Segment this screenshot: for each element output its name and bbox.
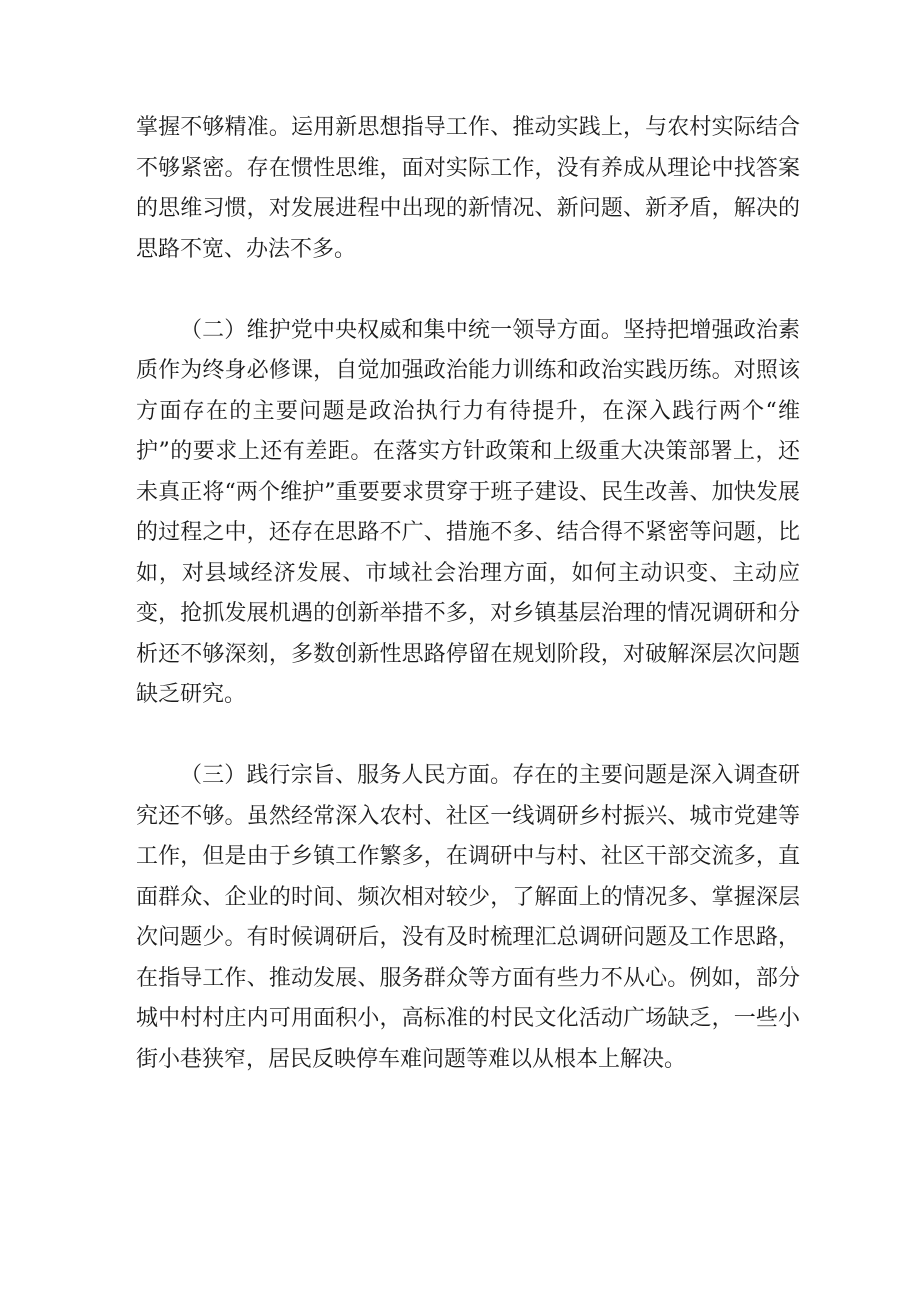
document-body bbox=[136, 108, 800, 1080]
paragraph-section-3: （三）践行宗旨、服务人民方面。存在的主要问题是深入调查研究还不够。虽然经常深入农村、社区一线调研乡村振兴、城市党建等工作，但是由于乡镇工作繁多，在调研中与村、社区干部交流多，直面群众、企业的时间、频次相对较少，了解面上的情况多、掌握深层次问题少。有时候调研后，没有及时梳理汇总调研问题及工作思路，在指导工作、推动发展、服务群众等方面有些力不从心。例如，部分城中村村庄内可用面积小，高标准的村民文化活动广场缺乏，一些小街小巷狭窄，居民反映停车难问题等难以从根本上解决。 bbox=[136, 763, 800, 1072]
paragraph-section-2: （二）维护党中央权威和集中统一领导方面。坚持把增强政治素质作为终身必修课，自觉加强政治能力训练和政治实践历练。对照该方面存在的主要问题是政治执行力有待提升，在深入践行两个“维护”的要求上还有差距。在落实方针政策和上级重大决策部署上，还未真正将“两个维护”重要要求贯穿于班子建设、民生改善、加快发展的过程之中，还存在思路不广、措施不多、结合得不紧密等问题，比如，对县域经济发展、市域社会治理方面，如何主动识变、主动应变，抢抓发展机遇的创新举措不多，对乡镇基层治理的情况调研和分析还不够深刻，多数创新性思路停留在规划阶段，对破解深层次问题缺乏研究。 bbox=[136, 317, 800, 707]
paragraph-spacer bbox=[136, 716, 800, 757]
paragraph-continuation: 掌握不够精准。运用新思想指导工作、推动实践上，与农村实际结合不够紧密。存在惯性思维，面对实际工作，没有养成从理论中找答案的思维习惯，对发展进程中出现的新情况、新问题、新矛盾，解决的思路不宽、办法不多。 bbox=[136, 115, 800, 262]
paragraph-spacer bbox=[136, 270, 800, 311]
